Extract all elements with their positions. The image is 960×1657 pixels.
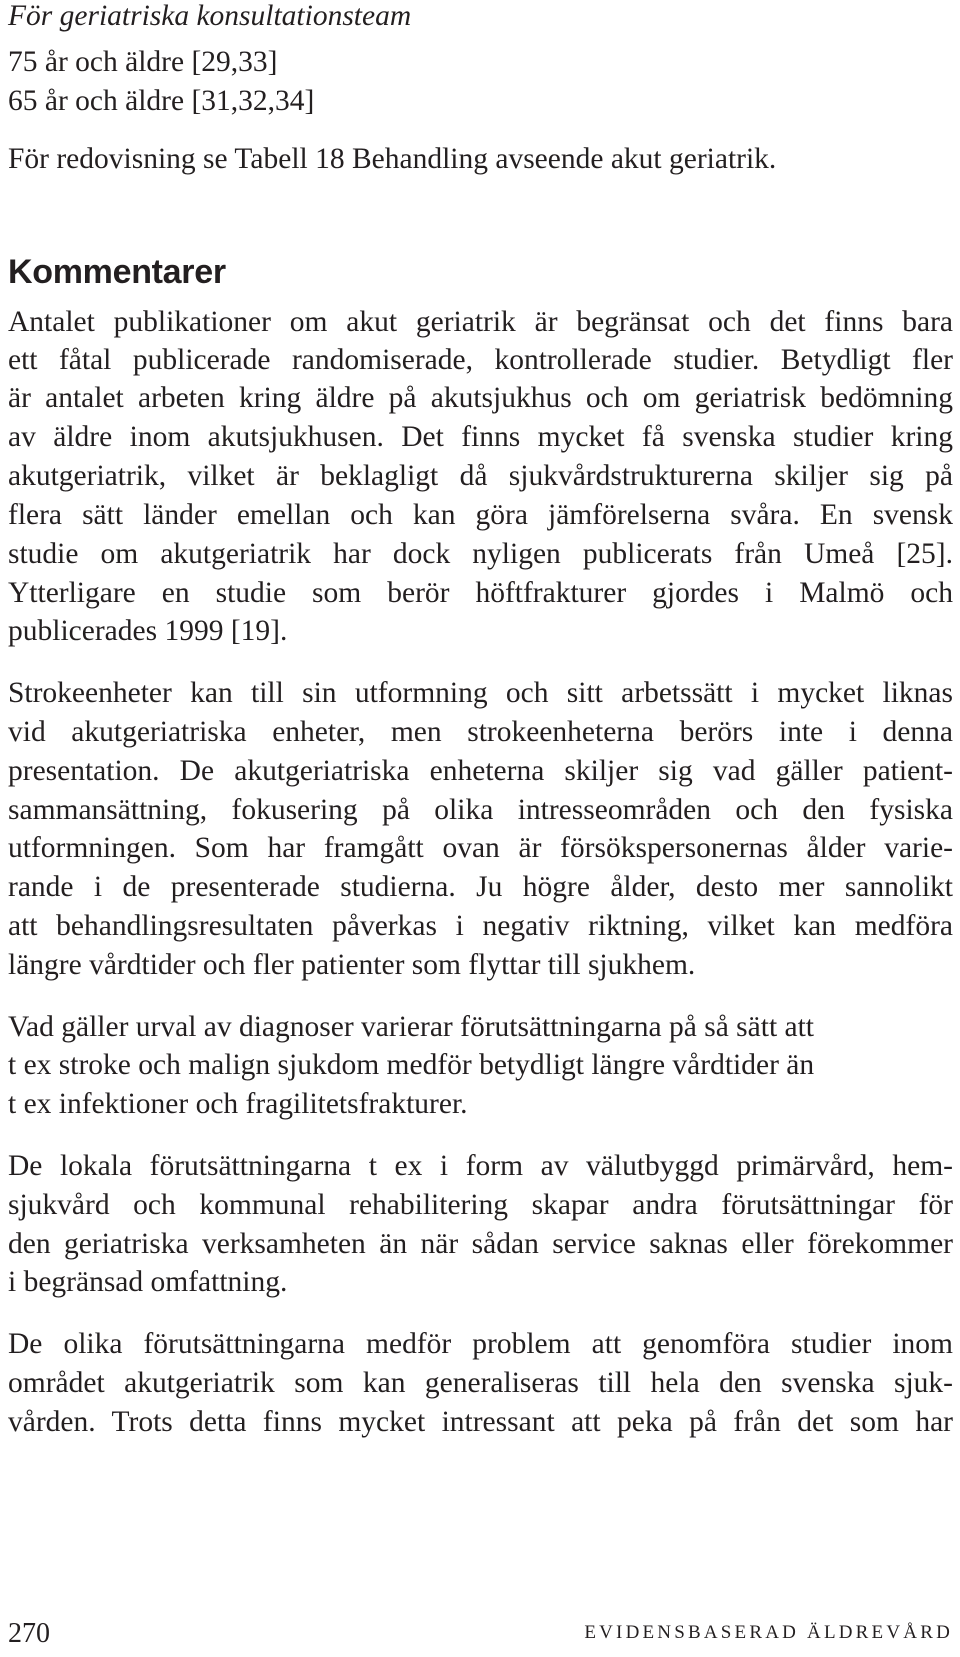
paragraph-line: studie om akutgeriatrik har dock nyligen publicerats från Umeå [25]. — [8, 538, 953, 570]
paragraph-line: vården. Trots detta finns mycket intressant att peka på från det som har — [8, 1406, 953, 1438]
paragraph-line: t ex infektioner och fragilitetsfrakturer. — [8, 1088, 468, 1120]
paragraph-line: Ytterligare en studie som berör höftfrakturer gjordes i Malmö och — [8, 577, 953, 609]
intro-italic-label: För geriatriska konsultationsteam — [8, 0, 412, 32]
paragraph-line: Vad gäller urval av diagnoser varierar förutsättningarna på så sätt att — [8, 1011, 815, 1043]
paragraph-line: området akutgeriatrik som kan generaliseras till hela den svenska sjuk- — [8, 1367, 953, 1399]
paragraph-line: utformningen. Som har framgått ovan är försökspersonernas ålder varie- — [8, 832, 953, 864]
paragraph-line: publicerades 1999 [19]. — [8, 615, 288, 647]
paragraph-line: Strokeenheter kan till sin utformning och sitt arbetssätt i mycket liknas — [8, 677, 953, 709]
paragraph-line: akutgeriatrik, vilket är beklagligt då sjukvårdstrukturerna skiljer sig på — [8, 460, 953, 492]
paragraph-line: sjukvård och kommunal rehabilitering skapar andra förutsättningar för — [8, 1189, 953, 1221]
paragraph-line: rande i de presenterade studierna. Ju högre ålder, desto mer sannolikt — [8, 871, 953, 903]
paragraph-line: De lokala förutsättningarna t ex i form av välutbyggd primärvård, hem- — [8, 1150, 953, 1182]
paragraph-line: av äldre inom akutsjukhusen. Det finns mycket få svenska studier kring — [8, 421, 953, 453]
section-heading: Kommentarer — [8, 253, 226, 291]
paragraph-line: längre vårdtider och fler patienter som flyttar till sjukhem. — [8, 949, 696, 981]
paragraph-line: Antalet publikationer om akut geriatrik är begränsat och det finns bara — [8, 306, 953, 338]
paragraph-line: presentation. De akutgeriatriska enheterna skiljer sig vad gäller patient- — [8, 755, 953, 787]
intro-line: 75 år och äldre [29,33] — [8, 46, 278, 78]
paragraph-line: den geriatriska verksamheten än när sådan service saknas eller förekommer — [8, 1228, 953, 1260]
intro-reference-line: För redovisning se Tabell 18 Behandling avseende akut geriatrik. — [8, 143, 777, 175]
running-footer-title: EVIDENSBASERAD ÄLDREVÅRD — [584, 1622, 953, 1643]
page-number: 270 — [8, 1618, 50, 1649]
paragraph-line: i begränsad omfattning. — [8, 1266, 288, 1298]
paragraph-line: vid akutgeriatriska enheter, men strokeenheterna berörs inte i denna — [8, 716, 953, 748]
paragraph-line: ett fåtal publicerade randomiserade, kontrollerade studier. Betydligt fler — [8, 344, 953, 376]
paragraph-line: att behandlingsresultaten påverkas i negativ riktning, vilket kan medföra — [8, 910, 953, 942]
paragraph-line: flera sätt länder emellan och kan göra jämförelserna svåra. En svensk — [8, 499, 953, 531]
paragraph-line: t ex stroke och malign sjukdom medför betydligt längre vårdtider än — [8, 1049, 815, 1081]
intro-line: 65 år och äldre [31,32,34] — [8, 85, 315, 117]
paragraph-line: är antalet arbeten kring äldre på akutsjukhus och om geriatrisk bedömning — [8, 382, 953, 414]
paragraph-line: De olika förutsättningarna medför problem att genomföra studier inom — [8, 1328, 953, 1360]
paragraph-line: sammansättning, fokusering på olika intresseområden och den fysiska — [8, 794, 953, 826]
